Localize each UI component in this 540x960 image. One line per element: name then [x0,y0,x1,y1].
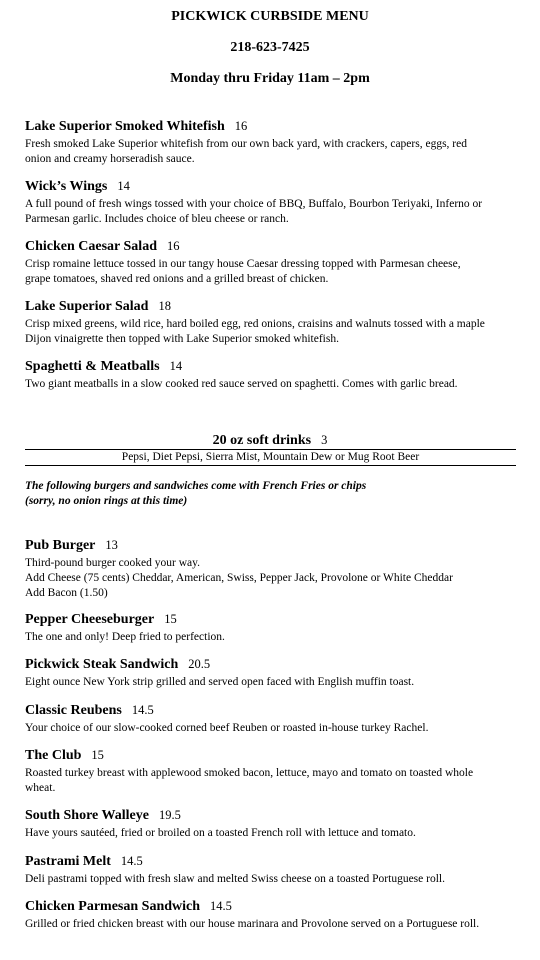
item-description-line: Third-pound burger cooked your way. [25,557,201,569]
menu-item [25,746,525,796]
drinks-heading [0,431,540,450]
phone-number: 218-623-7425 [230,40,310,55]
item-description [25,377,525,392]
item-description [25,137,525,167]
item-name: Pickwick Steak Sandwich [25,657,179,672]
item-description-line: Roasted turkey breast with applewood smoked bacon, lettuce, mayo and tomato on toasted whole [25,767,474,779]
item-description-line: Crisp mixed greens, wild rice, hard boiled egg, red onions, craisins and walnuts tossed with a maple [25,318,485,330]
drinks-list: Pepsi, Diet Pepsi, Sierra Mist, Mountain Dew or Mug Root Beer [121,451,420,463]
item-name: Chicken Parmesan Sandwich [25,899,201,914]
item-name: South Shore Walleye [25,808,149,823]
item-description [25,826,525,841]
item-description [25,556,525,601]
item-name: Wick’s Wings [25,179,108,194]
menu-item [25,237,525,287]
item-description-line: Parmesan garlic. Includes choice of bleu cheese or ranch. [25,213,289,225]
menu-item [25,897,525,932]
item-price: 14.5 [120,854,143,868]
item-price: 15 [91,748,104,762]
item-description [25,317,525,347]
menu-item [25,357,525,392]
item-name: Pastrami Melt [25,854,111,869]
item-name: Chicken Caesar Salad [25,239,157,254]
menu-item [25,177,525,227]
sides-note-line: The following burgers and sandwiches come with French Fries or chips [25,480,367,492]
item-price: 16 [166,239,180,253]
item-description-line: Crisp romaine lettuce tossed in our tangy house Caesar dressing topped with Parmesan cheese, [25,258,461,270]
item-price: 20.5 [188,657,211,671]
item-description-line: Fresh smoked Lake Superior whitefish from our own back yard, with crackers, capers, eggs, red [25,138,467,150]
menu-item [25,655,525,690]
menu-item [25,536,525,601]
item-price: 14.5 [210,899,232,913]
item-description [25,917,525,932]
item-price: 16 [234,119,248,133]
item-description [25,872,525,887]
item-description [25,721,525,736]
menu-item [25,610,525,645]
item-description-line: wheat. [25,782,56,794]
item-description-line: Add Cheese (75 cents) Cheddar, American, Swiss, Pepper Jack, Provolone or White Cheddar [25,572,453,584]
item-description-line: Grilled or fried chicken breast with our house marinara and Provolone served on a Portuguese roll. [25,918,480,930]
item-description-line: Deli pastrami topped with fresh slaw and melted Swiss cheese on a toasted Portuguese roll. [25,873,445,885]
item-price: 14 [169,359,183,373]
sides-note-line: (sorry, no onion rings at this time) [25,495,188,507]
item-name: Lake Superior Salad [25,299,149,314]
item-description [25,257,525,287]
drinks-price: 3 [321,433,328,447]
item-price: 15 [164,612,177,626]
item-description-line: Have yours sautéed, fried or broiled on a toasted French roll with lettuce and tomato. [25,827,416,839]
item-price: 18 [158,299,171,313]
item-name: The Club [25,748,82,763]
item-description-line: Eight ounce New York strip grilled and served open faced with English muffin toast. [25,676,415,688]
item-description [25,197,525,227]
item-description-line: Your choice of our slow-cooked corned beef Reuben or roasted in-house turkey Rachel. [25,722,429,734]
item-description-line: Add Bacon (1.50) [25,587,108,599]
item-name: Pub Burger [25,538,96,553]
menu-title: PICKWICK CURBSIDE MENU [171,9,369,24]
item-name: Classic Reubens [25,703,122,718]
item-price: 19.5 [158,808,181,822]
item-description-line: A full pound of fresh wings tossed with your choice of BBQ, Buffalo, Bourbon Teriyaki, Inferno or [25,198,483,210]
sides-note [25,479,525,509]
item-description-line: onion and creamy horseradish sauce. [25,153,195,165]
item-price: 14.5 [131,703,154,717]
item-description-line: The one and only! Deep fried to perfection. [25,631,225,643]
item-name: Spaghetti & Meatballs [25,359,160,374]
item-description [25,766,525,796]
hours: Monday thru Friday 11am – 2pm [170,71,370,86]
item-price: 14 [117,179,130,193]
item-description-line: Two giant meatballs in a slow cooked red sauce served on spaghetti. Comes with garlic bread. [25,378,458,390]
item-price: 13 [105,538,118,552]
item-name: Pepper Cheeseburger [25,612,155,627]
item-description [25,675,525,690]
divider-bottom [25,465,516,466]
menu-item [25,701,525,736]
menu-item [25,297,525,347]
item-description-line: grape tomatoes, shaved red onions and a grilled breast of chicken. [25,273,329,285]
menu-item [25,852,525,887]
item-description [25,630,525,645]
item-description-line: Dijon vinaigrette then topped with Lake Superior smoked whitefish. [25,333,339,345]
menu-item [25,117,525,167]
drinks-name: 20 oz soft drinks [212,433,312,448]
menu-item [25,806,525,841]
item-name: Lake Superior Smoked Whitefish [25,119,225,134]
